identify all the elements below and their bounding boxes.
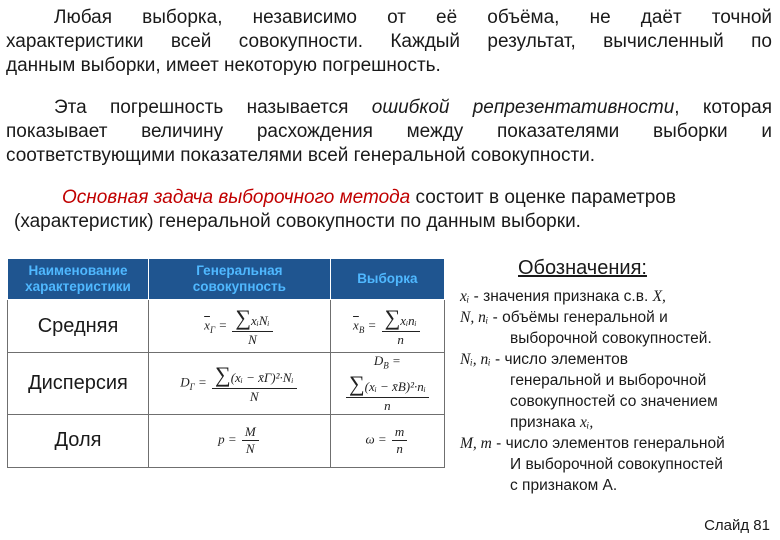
text-fragment: , которая: [674, 97, 773, 118]
paragraph-line: Любая выборка, независимо от её объёма, не даёт точной: [54, 7, 772, 28]
legend-item: N, nᵢ - объёмы генеральной и: [460, 309, 668, 326]
text-fragment: состоит в оценке параметров: [410, 187, 676, 208]
legend-item: И выборочной совокупностей: [510, 456, 723, 473]
header-general: Генеральная совокупность: [149, 259, 331, 300]
header-name: Наименование характеристики: [8, 259, 149, 300]
paragraph-line: [6, 96, 772, 120]
highlight-main-task: Основная задача выборочного метода: [62, 187, 411, 208]
table-row: [8, 353, 445, 415]
legend-item: с признаком А.: [510, 477, 618, 494]
formula-general-share: p = $\frac{M}{N}$: [149, 414, 331, 467]
characteristics-table: [7, 258, 445, 468]
paragraph-line: характеристики всей совокупности. Каждый результат, вычисленный по: [6, 31, 772, 52]
paragraph-line: данным выборки, имеет некоторую погрешность.: [6, 55, 441, 76]
paragraph-intro: [6, 6, 772, 78]
paragraph-main-task: [14, 186, 774, 234]
text-fragment: Эта погрешность называется: [54, 97, 372, 118]
legend-item: генеральной и выборочной: [510, 372, 707, 389]
formula-sample-mean: $\overline{x}_В$ = $\frac{\text{∑xᵢnᵢ}}{n}$: [330, 300, 444, 353]
paragraph-line: показывает величину расхождения между показателями выборки и: [6, 121, 772, 142]
legend-item: Nᵢ, nᵢ - число элементов: [460, 351, 629, 368]
formula-sample-variance: $D_В$ = $\frac{\text{∑(xᵢ − x̄В)²·nᵢ}}{n}$: [330, 353, 444, 415]
header-sample: Выборка: [330, 259, 444, 300]
paragraph-line: [14, 186, 774, 210]
legend-item: выборочной совокупностей.: [510, 330, 712, 347]
slide-number: Слайд 81: [704, 517, 770, 534]
legend-item: совокупностей со значением: [510, 393, 718, 410]
formula-general-mean: $\overline{x}_Г$ = $\frac{\text{∑xᵢNᵢ}}{N}$: [149, 300, 331, 353]
table-row: [8, 300, 445, 353]
formula-general-variance: $D_Г$ = $\frac{\text{∑(xᵢ − x̄Г)²·Nᵢ}}{N}$: [149, 353, 331, 415]
paragraph-line: соответствующими показателями всей генеральной совокупности.: [6, 145, 596, 166]
term-representativeness-error: ошибкой репрезентативности: [371, 97, 675, 118]
legend-item: xᵢ - значения признака с.в. X,: [460, 288, 666, 305]
row-name-share: Доля: [8, 414, 149, 467]
formula-sample-share: ω = $\frac{m}{n}$: [330, 414, 444, 467]
legend-title: Обозначения:: [518, 257, 647, 279]
paragraph-error-definition: [6, 96, 772, 168]
legend-item: признака xᵢ,: [510, 414, 594, 431]
table-row: [8, 414, 445, 467]
row-name-mean: Средняя: [8, 300, 149, 353]
paragraph-line: (характеристик) генеральной совокупности по данным выборки.: [14, 211, 581, 232]
legend: [460, 256, 776, 496]
row-name-variance: Дисперсия: [8, 353, 149, 415]
table-header-row: [8, 259, 445, 300]
legend-item: M, m - число элементов генеральной: [460, 435, 725, 452]
